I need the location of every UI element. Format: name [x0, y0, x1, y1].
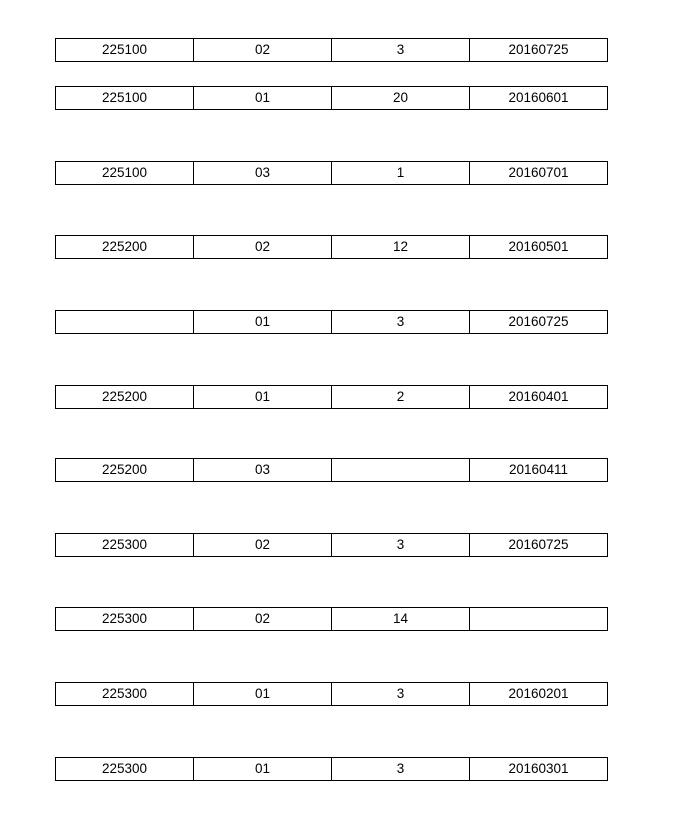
- table-cell: 20160725: [508, 42, 569, 58]
- table-cell: 225300: [56, 534, 194, 556]
- table-cell: 12: [332, 236, 470, 258]
- table-cell: 225200: [56, 459, 194, 481]
- table-cell: 20160725: [508, 537, 569, 553]
- table-cell: 2: [332, 386, 470, 408]
- table-cell: 01: [194, 386, 332, 408]
- table-row: [55, 235, 608, 259]
- table-row: [55, 533, 608, 557]
- table-cell: 20160201: [508, 686, 569, 702]
- table-cell: 20160601: [508, 90, 569, 106]
- table-cell: 20160411: [508, 462, 569, 478]
- table-cell: 3: [332, 534, 470, 556]
- table-row: [55, 86, 608, 110]
- table-cell: 225200: [56, 236, 194, 258]
- table-cell: 01: [194, 758, 332, 780]
- table-cell: 20160301: [508, 761, 569, 777]
- table-cell: 02: [194, 608, 332, 630]
- table-row: [55, 310, 608, 334]
- table-cell: 1: [332, 162, 470, 184]
- table-cell: 225300: [56, 758, 194, 780]
- table-cell: 02: [194, 39, 332, 61]
- table-cell: 20160725: [508, 314, 569, 330]
- table-row: [55, 607, 608, 631]
- table-cell: 225200: [56, 386, 194, 408]
- table-cell: 01: [194, 311, 332, 333]
- table-cell: 3: [332, 311, 470, 333]
- table-cell: 3: [332, 758, 470, 780]
- table-cell: 03: [194, 459, 332, 481]
- table-cell: 02: [194, 534, 332, 556]
- table-cell: [470, 608, 607, 630]
- table-row: [55, 161, 608, 185]
- table-cell: 225100: [56, 87, 194, 109]
- table-cell: 225100: [56, 39, 194, 61]
- table-cell: 3: [332, 683, 470, 705]
- table-cell: 01: [194, 87, 332, 109]
- table-row: [55, 458, 608, 482]
- table-cell: 20160401: [508, 389, 569, 405]
- table-row: [55, 385, 608, 409]
- table-cell: 225100: [56, 162, 194, 184]
- table-row: [55, 682, 608, 706]
- table-row: [55, 757, 608, 781]
- table-cell: 225300: [56, 608, 194, 630]
- table-cell: 14: [332, 608, 470, 630]
- table-cell: 225300: [56, 683, 194, 705]
- table-cell: 20160701: [508, 165, 569, 181]
- table-row: [55, 38, 608, 62]
- table-cell: 01: [194, 683, 332, 705]
- table-cell: 20: [332, 87, 470, 109]
- table-cell: 03: [194, 162, 332, 184]
- table-cell: 3: [332, 39, 470, 61]
- table-cell: 02: [194, 236, 332, 258]
- table-cell: [56, 311, 194, 333]
- table-cell: 20160501: [508, 239, 569, 255]
- table-cell: [332, 459, 470, 481]
